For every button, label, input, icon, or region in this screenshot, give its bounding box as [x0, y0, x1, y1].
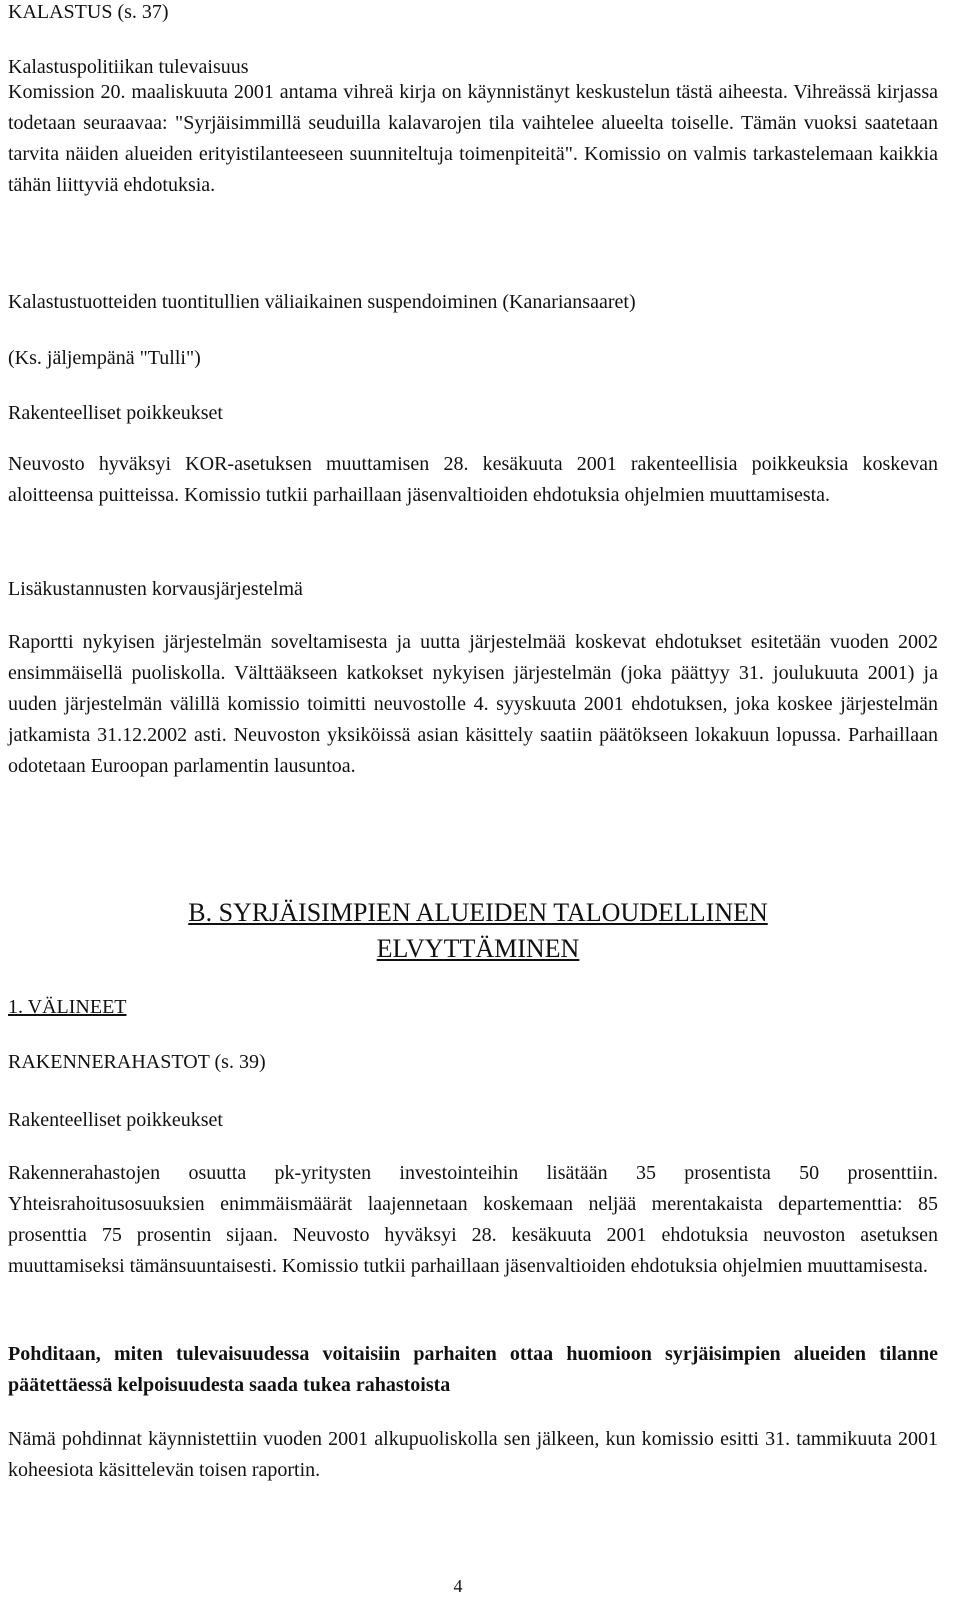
paragraph-compensation-scheme: Raportti nykyisen järjestelmän soveltamisesta ja uutta järjestelmää koskevat ehdotukset esitetään vuoden 2002 ensimmäisellä puoliskolla. Välttääkseen katkokset nykyisen järjestelmän (joka päättyy 31. joulukuuta 2001) ja uuden järjestelmän välillä komissio toimitti neuvostolle 4. syyskuuta 2001 ehdotuksen, joka koskee järjestelmän jatkamista 31.12.2002 asti. Neuvoston yksiköissä asian käsittely saatiin päätökseen lokakuun lopussa. Parhaillaan odotetaan Euroopan parlamentin lausuntoa.: [8, 631, 938, 777]
section-heading-structural-derogations: Rakenteelliset poikkeukset: [8, 402, 223, 424]
subheading-instruments: 1. VÄLINEET: [8, 996, 127, 1018]
bold-heading-eligibility: Pohditaan, miten tulevaisuudessa voitaisiin parhaiten ottaa huomioon syrjäisimpien alueiden tilanne päätettäessä kelpoisuudesta saada tukea rahastoista: [8, 1343, 938, 1396]
section-heading-tariff-suspension: Kalastustuotteiden tuontitullien väliaikainen suspendoiminen (Kanariansaaret): [8, 291, 636, 313]
paragraph-structural-derogations: Neuvosto hyväksyi KOR-asetuksen muuttamisen 28. kesäkuuta 2001 rakenteellisia poikkeuksia koskevan aloitteensa puitteissa. Komissio tutkii parhaillaan jäsenvaltioiden ehdotuksia ohjelmien muuttamisesta.: [8, 453, 938, 506]
subheading-structural-funds: RAKENNERAHASTOT (s. 39): [8, 1051, 266, 1073]
section-heading-structural-derogations-2: Rakenteelliset poikkeukset: [8, 1109, 223, 1131]
paragraph-structural-funds: Rakennerahastojen osuutta pk-yritysten investointeihin lisätään 35 prosentista 50 prosenttiin. Yhteisrahoitusosuuksien enimmäismäärät laajennetaan koskemaan neljää merentakaista departementtia: 85 prosenttia 75 prosentin sijaan. Neuvosto hyväksyi 28. kesäkuuta 2001 ehdotuksia neuvoston asetuksen muuttamiseksi tämänsuuntaisesti. Komissio tutkii parhaillaan jäsenvaltioiden ehdotuksia ohjelmien muuttamisesta.: [8, 1162, 938, 1277]
paragraph-tariff-reference: (Ks. jäljempänä "Tulli"): [8, 347, 201, 369]
part-b-title-line2: ELVYTTÄMINEN: [376, 934, 580, 963]
page-number: 4: [453, 1576, 463, 1596]
top-heading: KALASTUS (s. 37): [8, 1, 169, 23]
paragraph-final: Nämä pohdinnat käynnistettiin vuoden 2001 alkupuoliskolla sen jälkeen, kun komissio esitti 31. tammikuuta 2001 koheesiota käsittelevän toisen raportin.: [8, 1428, 938, 1481]
paragraph-fisheries-policy: Komission 20. maaliskuuta 2001 antama vihreä kirja on käynnistänyt keskustelun tästä aiheesta. Vihreässä kirjassa todetaan seuraavaa: "Syrjäisimmillä seuduilla kalavarojen tila vaihtelee alueelta toiselle. Tämän vuoksi saatetaan tarvita näiden alueiden erityistilanteeseen suunniteltuja toimenpiteitä". Komissio on valmis tarkastelemaan kaikkia tähän liittyviä ehdotuksia.: [8, 81, 938, 196]
section-heading-compensation-scheme: Lisäkustannusten korvausjärjestelmä: [8, 578, 303, 600]
part-b-title: [118, 895, 838, 967]
section-heading-fisheries-policy: Kalastuspolitiikan tulevaisuus: [8, 56, 249, 78]
part-b-title-line1: B. SYRJÄISIMPIEN ALUEIDEN TALOUDELLINEN: [188, 898, 768, 927]
